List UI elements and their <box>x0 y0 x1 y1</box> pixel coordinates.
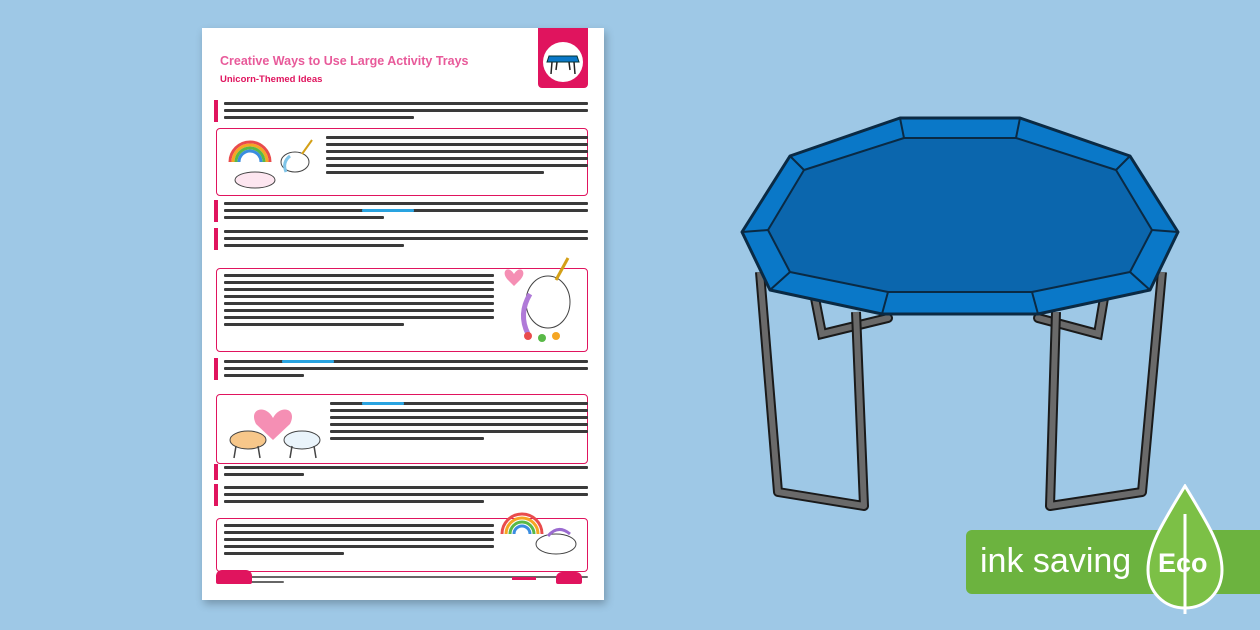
text-line <box>224 244 404 247</box>
text-line <box>224 367 588 370</box>
unicorn-head-illustration <box>498 254 586 344</box>
text-line <box>224 473 304 476</box>
text-line <box>330 409 588 412</box>
text-line <box>224 538 494 541</box>
text-line <box>224 374 304 377</box>
text-line <box>224 295 494 298</box>
eco-tag: Eco <box>1158 548 1208 578</box>
section-bar <box>214 200 218 222</box>
footer-url <box>512 577 536 580</box>
text-line <box>224 486 588 489</box>
text-line <box>224 323 404 326</box>
worksheet-subtitle: Unicorn-Themed Ideas <box>220 74 323 85</box>
text-line <box>224 309 494 312</box>
text-line <box>224 230 588 233</box>
unicorn-illustration <box>220 132 320 192</box>
brand-logo-small <box>556 572 582 584</box>
text-line <box>326 150 588 153</box>
text-line <box>224 466 588 469</box>
text-line <box>224 302 494 305</box>
section-bar <box>214 484 218 506</box>
text-line <box>326 143 588 146</box>
text-link <box>362 402 404 405</box>
text-line <box>326 136 588 139</box>
section-bar <box>214 358 218 380</box>
two-unicorns-illustration <box>218 396 328 460</box>
text-line <box>330 416 588 419</box>
text-line <box>224 500 484 503</box>
rainbow-unicorn-illustration <box>498 504 588 564</box>
worksheet-preview <box>202 28 604 600</box>
activity-tray-icon <box>543 42 583 82</box>
text-line <box>224 116 414 119</box>
text-line <box>224 237 588 240</box>
brand-logo <box>216 570 252 584</box>
text-line <box>326 164 588 167</box>
section-bar <box>214 100 218 122</box>
ink-saving-label: ink saving <box>980 542 1132 580</box>
text-line <box>224 202 588 205</box>
text-line <box>330 430 588 433</box>
text-line <box>224 281 494 284</box>
text-line <box>224 274 494 277</box>
section-bar <box>214 228 218 250</box>
text-link <box>362 209 414 212</box>
text-line <box>224 102 588 105</box>
activity-tray-illustration <box>738 112 1182 518</box>
section-bar <box>214 464 218 480</box>
text-line <box>224 109 588 112</box>
text-line <box>330 437 484 440</box>
text-line <box>224 360 588 363</box>
text-line <box>224 316 494 319</box>
text-line <box>224 216 384 219</box>
text-line <box>224 524 494 527</box>
text-link <box>282 360 334 363</box>
text-line <box>326 157 588 160</box>
text-line <box>224 545 494 548</box>
text-line <box>224 288 494 291</box>
text-line <box>224 552 344 555</box>
text-line <box>330 423 588 426</box>
tray-badge <box>538 28 588 88</box>
worksheet-title: Creative Ways to Use Large Activity Trays <box>220 54 469 68</box>
text-line <box>224 493 588 496</box>
text-line <box>326 171 544 174</box>
text-line <box>224 531 494 534</box>
